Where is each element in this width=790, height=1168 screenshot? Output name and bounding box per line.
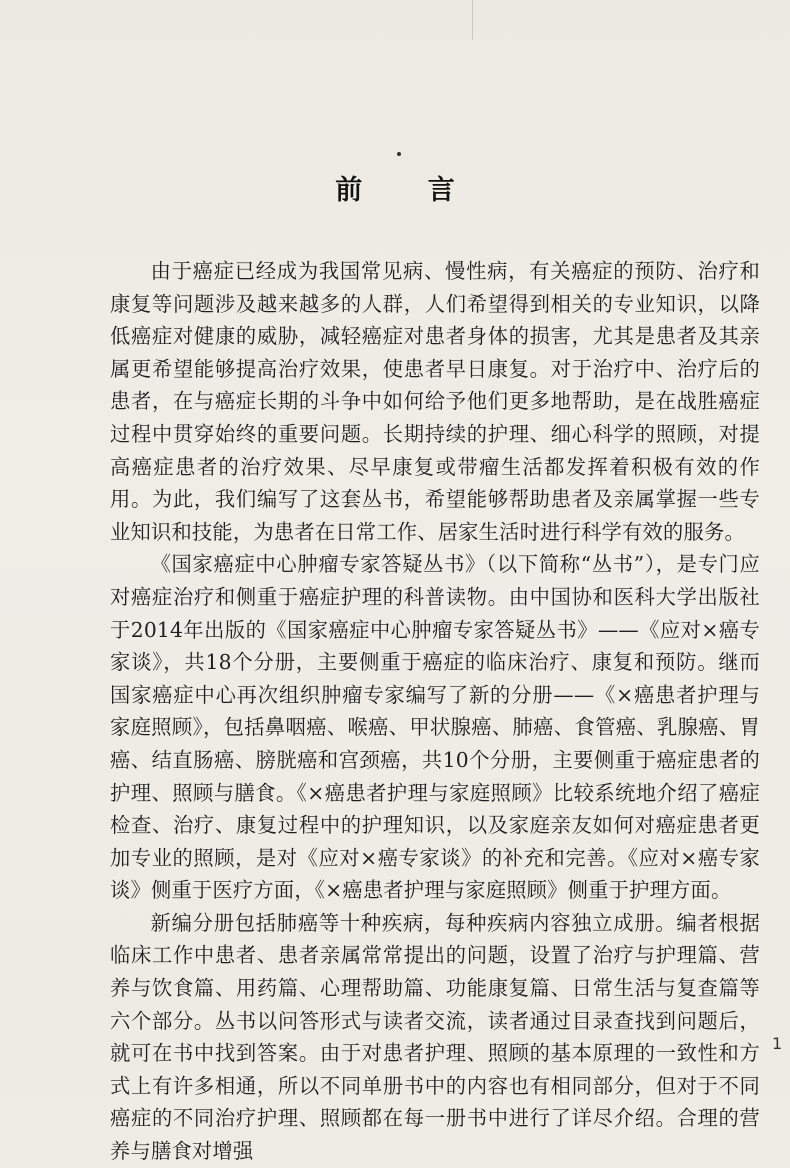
- paragraph-3: 新编分册包括肺癌等十种疾病，每种疾病内容独立成册。编者根据临床工作中患者、患者亲属常常提出的问题，设置了治疗与护理篇、营养与饮食篇、用药篇、心理帮助篇、功能康复篇、日常生活与复查篇等六个部分。丛书以问答形式与读者交流，读者通过目录查找到问题后，就可在书中找到答案。由于对患者护理、照顾的基本原理的一致性和方式上有许多相通，所以不同单册书中的内容也有相同部分，但对于不同癌症的不同治疗护理、照顾都在每一册书中进行了详尽介绍。合理的营养与膳食对增强: [110, 910, 760, 1164]
- paragraph-1: 由于癌症已经成为我国常见病、慢性病，有关癌症的预防、治疗和康复等问题涉及越来越多的人群，人们希望得到相关的专业知识，以降低癌症对健康的威胁，减轻癌症对患者身体的损害，尤其是患者及其亲属更希望能够提高治疗效果，使患者早日康复。对于治疗中、治疗后的患者，在与癌症长期的斗争中如何给予他们更多地帮助，是在战胜癌症过程中贯穿始终的重要问题。长期持续的护理、细心科学的照顾，对提高癌症患者的治疗效果、尽早康复或带瘤生活都发挥着积极有效的作用。为此，我们编写了这套丛书，希望能够帮助患者及亲属掌握一些专业知识和技能，为患者在日常工作、居家生活时进行科学有效的服务。: [110, 259, 760, 544]
- ink-dot: [397, 152, 401, 156]
- body-text: [110, 255, 760, 1168]
- paragraph-2: 《国家癌症中心肿瘤专家答疑丛书》（以下简称“丛书”），是专门应对癌症治疗和侧重于癌症护理的科普读物。由中国协和医科大学出版社于2014年出版的《国家癌症中心肿瘤专家答疑丛书》——《应对×癌专家谈》，共18个分册，主要侧重于癌症的临床治疗、康复和预防。继而国家癌症中心再次组织肿瘤专家编写了新的分册——《×癌患者护理与家庭照顾》，包括鼻咽癌、喉癌、甲状腺癌、肺癌、食管癌、乳腺癌、胃癌、结直肠癌、膀胱癌和宫颈癌，共10个分册，主要侧重于癌症患者的护理、照顾与膳食。《×癌患者护理与家庭照顾》比较系统地介绍了癌症检查、治疗、康复过程中的护理知识，以及家庭亲友如何对癌症患者更加专业的照顾，是对《应对×癌专家谈》的补充和完善。《应对×癌专家谈》侧重于医疗方面，《×癌患者护理与家庭照顾》侧重于护理方面。: [110, 552, 760, 903]
- page-title: 前 言: [335, 175, 483, 206]
- page-edge-line: [472, 0, 473, 40]
- page-number: 1: [772, 1034, 783, 1053]
